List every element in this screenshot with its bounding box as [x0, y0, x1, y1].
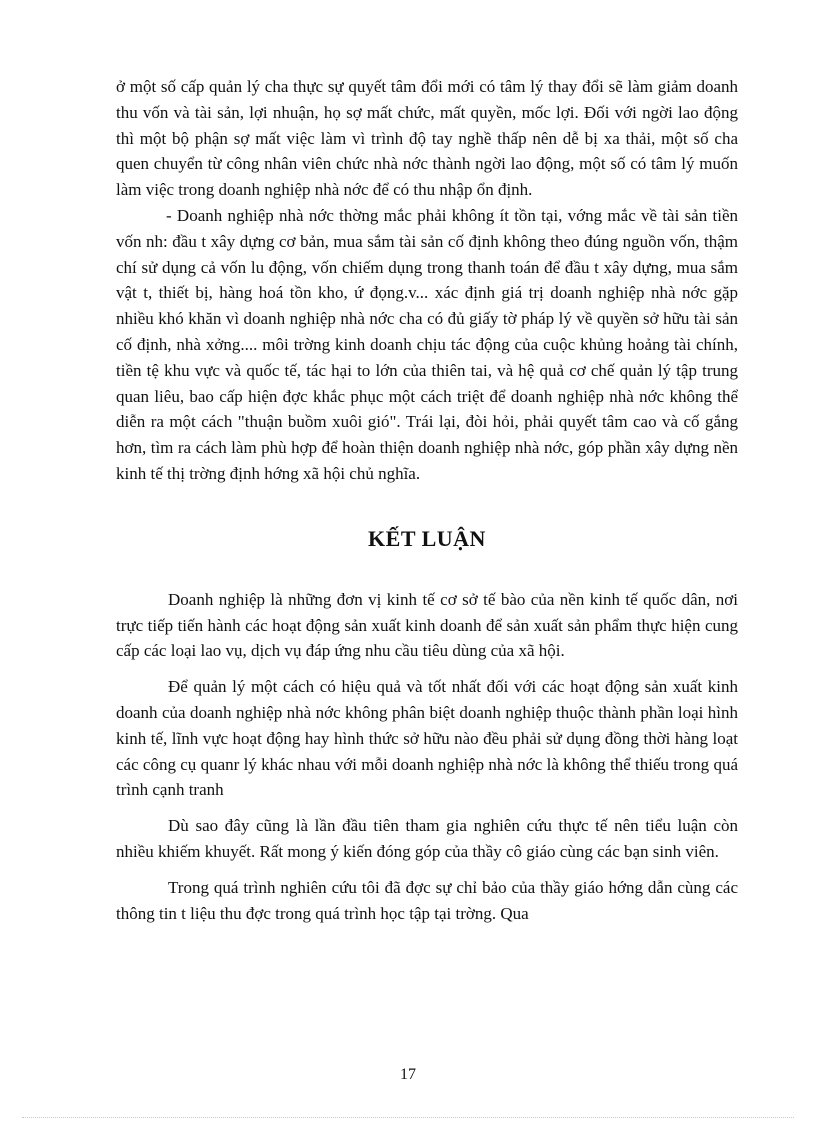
page-bottom-border: [22, 1117, 794, 1118]
document-page: [116, 74, 738, 936]
section-heading-conclusion: KẾT LUẬN: [368, 525, 486, 551]
paragraph-conclusion-3: Dù sao đây cũng là lần đầu tiên tham gia nghiên cứu thực tế nên tiểu luận còn nhiều khiếm khuyết. Rất mong ý kiến đóng góp của thầy cô giáo cùng các bạn sinh viên.: [116, 816, 738, 861]
paragraph-conclusion-1: Doanh nghiệp là những đơn vị kinh tế cơ sở tế bào của nền kinh tế quốc dân, nơi trực tiếp tiến hành các hoạt động sản xuất kinh doanh để sản xuất sản phẩm thực hiện cung cấp các loại lao vụ, dịch vụ đáp ứng nhu cầu tiêu dùng của xã hội.: [116, 589, 738, 661]
paragraph-continuation: ở một số cấp quản lý cha thực sự quyết tâm đổi mới có tâm lý thay đổi sẽ làm giảm doanh thu vốn và tài sản, lợi nhuận, họ sợ mất chức, mất quyền, mốc lợi. Đối với ngời lao động thì một bộ phận sợ mất việc làm vì trình độ tay nghề thấp nên dễ bị xa thải, một số cha quen chuyển từ công nhân viên chức nhà nớc thành ngời lao động, một số có tâm lý muốn làm việc trong doanh nghiệp nhà nớc để có thu nhập ổn định.: [116, 77, 738, 200]
paragraph-conclusion-4: Trong quá trình nghiên cứu tôi đã đợc sự chỉ bảo của thầy giáo hớng dẫn cùng các thông tin t liệu thu đợc trong quá trình học tập tại trờng. Qua: [116, 877, 738, 923]
paragraph-conclusion-2: Để quản lý một cách có hiệu quả và tốt nhất đối với các hoạt động sản xuất kinh doanh của doanh nghiệp nhà nớc không phân biệt doanh nghiệp thuộc thành phần loại hình kinh tế, lĩnh vực hoạt động hay hình thức sở hữu nào đều phải sử dụng đồng thời hàng loạt các công cụ quanr lý khác nhau với mỗi doanh nghiệp nhà nớc là không thể thiếu trong quá trình cạnh tranh: [116, 677, 738, 800]
paragraph-state-enterprise-issues: - Doanh nghiệp nhà nớc thờng mắc phải không ít tồn tại, vớng mắc về tài sản tiền vốn nh: đầu t xây dựng cơ bản, mua sắm tài sản cố định không theo đúng nguồn vốn, thậm chí sử dụng cả vốn lu động, vốn chiếm dụng trong thanh toán để đầu t xây dựng, mua sắm vật t, thiết bị, hàng hoá tồn kho, ứ đọng.v... xác định giá trị doanh nghiệp nhà nớc gặp nhiều khó khăn vì doanh nghiệp nhà nớc cha có đủ giấy tờ pháp lý về quyền sở hữu tài sản cố định, nhà xởng.... môi trờng kinh doanh chịu tác động của cuộc khủng hoảng tài chính, tiền tệ khu vực và quốc tế, tác hại to lớn của thiên tai, và hệ quả cơ chế quản lý tập trung quan liêu, bao cấp hiện đợc khắc phục một cách triệt để doanh nghiệp nhà nớc không thể diễn ra một cách "thuận buồm xuôi gió". Trái lại, đòi hỏi, phải quyết tâm cao và cố gắng hơn, tìm ra cách làm phù hợp để hoàn thiện doanh nghiệp nhà nớc, góp phần xây dựng nền kinh tế thị trờng định hớng xã hội chủ nghĩa.: [116, 205, 738, 483]
page-number: 17: [400, 1066, 416, 1083]
